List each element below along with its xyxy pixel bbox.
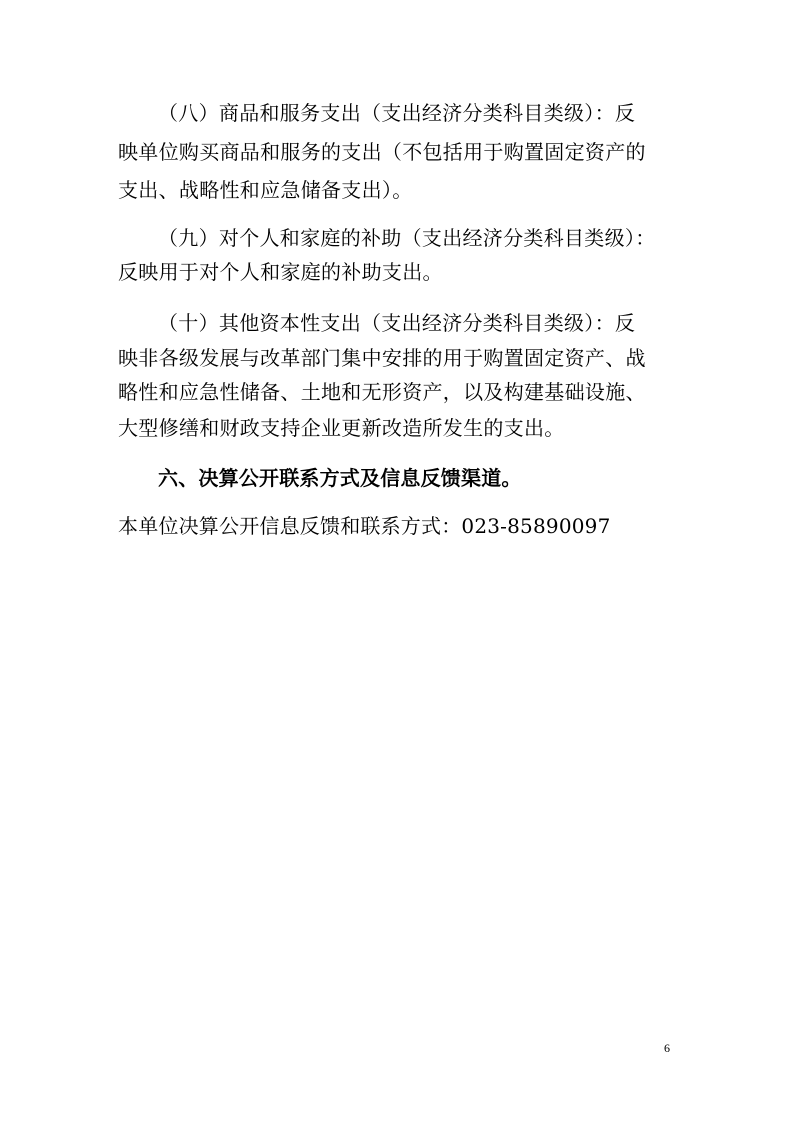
item-8-line-2: 映单位购买商品和服务的支出（不包括用于购置固定资产的 (118, 140, 646, 164)
item-10-line-3: 略性和应急性储备、土地和无形资产，以及构建基础设施、 (118, 380, 646, 404)
contact-line: 本单位决算公开信息反馈和联系方式：023-85890097 (118, 514, 611, 538)
page-number: 6 (664, 1041, 670, 1055)
item-8-line-3: 支出、战略性和应急储备支出）。 (118, 178, 413, 202)
section-heading: 六、决算公开联系方式及信息反馈渠道。 (158, 466, 522, 490)
item-10-line-2: 映非各级发展与改革部门集中安排的用于购置固定资产、战 (118, 346, 646, 370)
item-10-line-4: 大型修缮和财政支持企业更新改造所发生的支出。 (118, 416, 565, 440)
item-10-line-1: （十）其他资本性支出（支出经济分类科目类级）：反 (158, 311, 636, 335)
item-8-line-1: （八）商品和服务支出（支出经济分类科目类级）：反 (158, 101, 636, 125)
item-9-line-2: 反映用于对个人和家庭的补助支出。 (118, 260, 443, 284)
item-9-line-1: （九）对个人和家庭的补助（支出经济分类科目类级）： (158, 226, 656, 250)
